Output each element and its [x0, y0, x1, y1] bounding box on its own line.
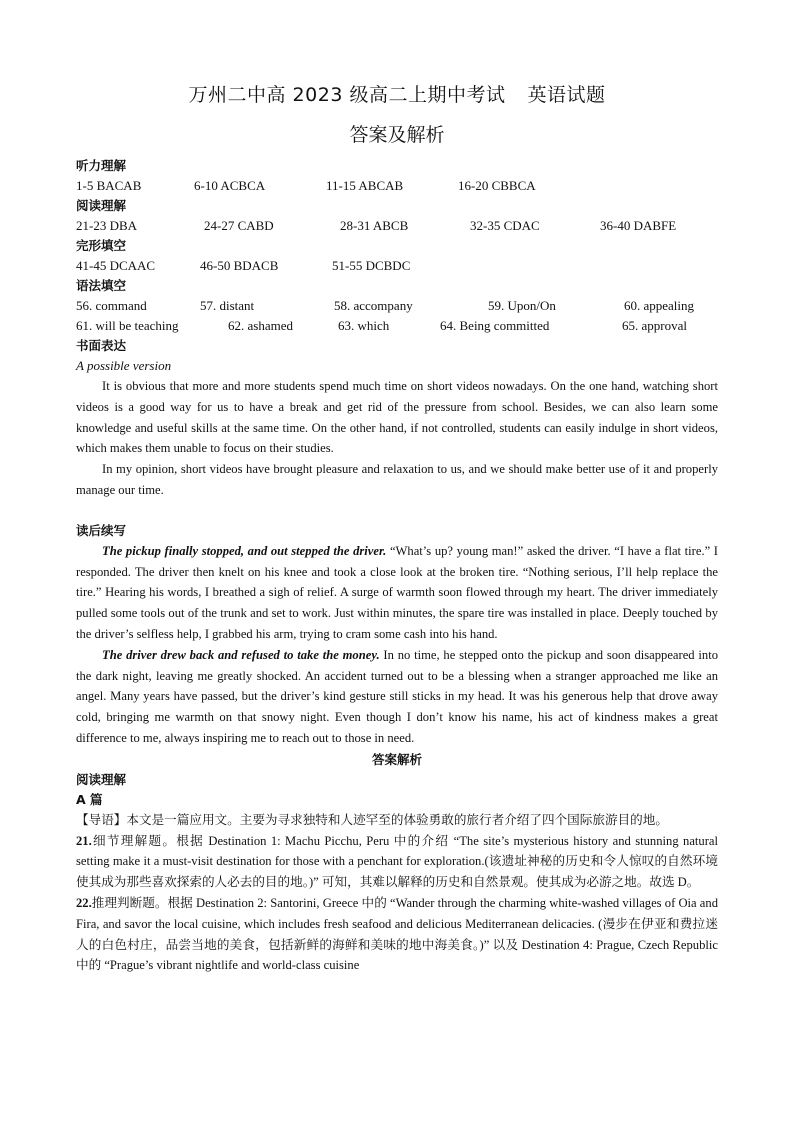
question-text: 细节理解题。根据 Destination 1: Machu Picchu, Peru 中的介绍 “The site’s mysterious history and stunning natural setting make it a must-visit destination for those with a penchant for exploration.(该遗址神秘的历史和令人惊叹的自然环境使其成为那些喜欢探索的人必去的目的地。)” 可知，其难以解释的历史和自然景观。使其成为必游之地。故选 D。	[76, 833, 718, 890]
story-paragraph-2	[76, 645, 718, 749]
answer-group: 28-31 ABCB	[340, 218, 409, 233]
answer-group: 51-55 DCBDC	[332, 258, 411, 273]
analysis-subheading-passage-a: A 篇	[76, 791, 103, 807]
answer-group: 11-15 ABCAB	[326, 178, 404, 193]
analysis-subheading-reading: 阅读理解	[76, 771, 127, 787]
answer-group: 32-35 CDAC	[470, 218, 540, 233]
story-paragraph-1	[76, 541, 718, 645]
essay-paragraph-2: In my opinion, short videos have brought pleasure and relaxation to us, and we should make better use of it and properly manage our time.	[76, 462, 718, 497]
question-number: 22.	[76, 895, 92, 910]
answer-item: 65. approval	[622, 318, 687, 333]
answer-item: 56. command	[76, 298, 147, 313]
document-subtitle: 答案及解析	[349, 124, 445, 146]
answer-item: 63. which	[338, 318, 390, 333]
answer-item: 62. ashamed	[228, 318, 293, 333]
section-heading-writing: 书面表达	[76, 338, 127, 353]
answer-item: 59. Upon/On	[488, 298, 556, 313]
analysis-heading: 答案解析	[371, 751, 422, 767]
paragraph-lead: The pickup finally stopped, and out stepped the driver.	[102, 543, 387, 558]
document-title	[76, 82, 718, 108]
answer-row-grammar-2	[76, 316, 718, 336]
answer-row-reading	[76, 216, 718, 236]
section-heading-listening: 听力理解	[76, 158, 127, 173]
section-heading-reading: 阅读理解	[76, 198, 127, 213]
answer-item: 60. appealing	[624, 298, 695, 313]
answer-row-listening	[76, 176, 718, 196]
answer-item: 57. distant	[200, 298, 255, 313]
question-21-analysis	[76, 831, 718, 893]
answer-group: 1-5 BACAB	[76, 178, 142, 193]
sample-label: A possible version	[76, 358, 172, 373]
answer-item: 58. accompany	[334, 298, 413, 313]
paragraph-body: “What’s up? young man!” asked the driver. “I have a flat tire.” I responded. The driver then knelt on his knee and took a close look at the broken tire. “Nothing serious, I’ll help replace the tire.” Hearing his words, I breathed a sigh of relief. A surge of warmth soon flowed through my heart. The driver immediately pulled some tools out of the trunk and set to work. Just within minutes, the spare tire was installed in place. Deeply touched by the driver’s selfless help, I grabbed his arm, trying to cram some cash into his hand.	[76, 543, 718, 641]
answer-group: 21-23 DBA	[76, 218, 138, 233]
answer-row-grammar-1	[76, 296, 718, 316]
answer-group: 24-27 CABD	[204, 218, 274, 233]
answer-group: 16-20 CBBCA	[458, 178, 536, 193]
answer-item: 64. Being committed	[440, 318, 550, 333]
answer-group: 6-10 ACBCA	[194, 178, 266, 193]
paragraph-lead: The driver drew back and refused to take the money.	[102, 647, 380, 662]
answer-row-cloze	[76, 256, 718, 276]
answer-sheet-page	[76, 82, 718, 976]
answer-group: 41-45 DCAAC	[76, 258, 156, 273]
section-heading-continuation: 读后续写	[76, 522, 127, 538]
paragraph-body: In no time, he stepped onto the pickup and soon disappeared into the dark night, leaving me greatly shocked. An accident turned out to be a blessing when a stranger approached me like an angel. Many years have passed, but the driver’s kind gesture still sticks in my head. It was his generous help that drove away cold, bringing me warmth on that snowy night. Even though I don’t know his name, his act of kindness makes a great difference to me, always inspiring me to reach out to those in need.	[76, 647, 718, 745]
question-text: 推理判断题。根据 Destination 2: Santorini, Greece 中的 “Wander through the charming white-washed villages of Oia and Fira, and savor the local cuisine, which includes fresh seafood and delicious Mediterranean delicacies. (漫步在伊亚和费拉迷人的白色村庄，品尝当地的美食，包括新鲜的海鲜和美味的地中海美食。)” 以及 Destination 4: Prague, Czech Republic 中的 “Prague’s vibrant nightlife and world-class cuisine	[76, 895, 718, 973]
answer-item: 61. will be teaching	[76, 318, 179, 333]
question-22-analysis	[76, 893, 718, 976]
answer-group: 46-50 BDACB	[200, 258, 279, 273]
title-subject: 英语试题	[527, 84, 606, 106]
guide-text: 【导语】本文是一篇应用文。主要为寻求独特和人迹罕至的体验勇敢的旅行者介绍了四个国际旅游目的地。	[76, 811, 668, 827]
section-heading-grammar: 语法填空	[76, 278, 127, 293]
title-main: 万州二中高 2023 级高二上期中考试	[188, 84, 506, 106]
essay-paragraph-1: It is obvious that more and more students spend much time on short videos nowadays. On the one hand, watching short videos is a good way for us to have a break and get rid of the pressure from school. Besides, we can also learn some knowledge and useful skills at the same time. On the other hand, if not controlled, students can easily indulge in short videos, which makes them unable to focus on their studies.	[76, 379, 718, 456]
answer-group: 36-40 DABFE	[600, 218, 677, 233]
section-heading-cloze: 完形填空	[76, 238, 127, 253]
question-number: 21.	[76, 833, 92, 848]
